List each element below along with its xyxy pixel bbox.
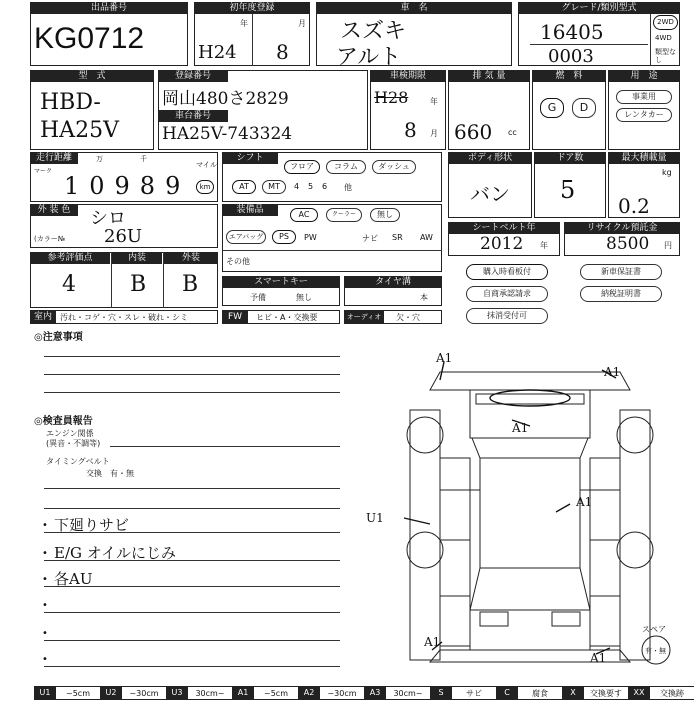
inspection-month-unit: 月 <box>430 129 438 138</box>
mileage-unit-man: 万 <box>96 155 103 163</box>
displacement-value: 660 <box>454 120 493 144</box>
inspector-exchange: 交換 有・無 <box>86 469 134 478</box>
evaluation-label: 参考評価点 <box>30 252 110 264</box>
first-reg-label: 初年度登録 <box>194 2 310 14</box>
interior-notes-text: 汚れ・コゲ・穴・スレ・破れ・シミ <box>60 313 188 322</box>
car-model: アルト <box>336 45 402 70</box>
legend-code-8: X <box>562 686 584 700</box>
doc-tax: 納税証明書 <box>580 286 662 302</box>
ornament-label: オーディオ <box>344 311 384 323</box>
shift-floor: フロア <box>284 160 320 174</box>
legend-code-6: S <box>430 686 452 700</box>
legend-code-3: A1 <box>232 686 254 700</box>
shift-dash: ダッシュ <box>372 160 416 174</box>
legend-desc-7: 腐食 <box>518 686 562 700</box>
capacity-label: 最大積載量 <box>608 152 680 164</box>
displacement-label: 排 気 量 <box>448 70 530 82</box>
diagram-mark-4: A1 <box>576 495 593 509</box>
legend-desc-9: 交換跡 <box>650 686 694 700</box>
chassis-label: 車台番号 <box>158 110 228 122</box>
interior-label: 内装 <box>112 252 162 264</box>
shift-label: シフト <box>222 152 278 164</box>
evaluation-score: 4 <box>62 272 76 297</box>
exterior-label: 外装 <box>164 252 218 264</box>
shift-gear-5: 5 <box>308 182 314 191</box>
car-maker: スズキ <box>340 19 407 44</box>
doors-label: ドア数 <box>534 152 606 164</box>
fuel-label: 燃 料 <box>532 70 606 82</box>
grade-none: 類型なし <box>655 48 676 64</box>
grade-label: グレード/類別型式 <box>518 2 680 14</box>
legend-code-5: A3 <box>364 686 386 700</box>
fuel-d: D <box>572 98 596 118</box>
inspector-timing: タイミングベルト <box>46 457 110 466</box>
lot-label: 出品番号 <box>30 2 188 14</box>
grade-4wd: 4WD <box>655 34 672 42</box>
legend-desc-6: サビ <box>452 686 496 700</box>
grade-2wd: 2WD <box>653 15 678 30</box>
inspector-remark-1: 下廻りサビ <box>54 516 130 534</box>
inspection-era: H28 <box>374 88 409 107</box>
seatbelt-label: シートベルト年 <box>448 222 560 234</box>
mileage-unit-mile: マイル <box>196 161 217 169</box>
color-value: シロ <box>90 208 126 229</box>
first-reg-year-unit: 年 <box>240 19 248 28</box>
first-reg-month-unit: 月 <box>298 19 306 28</box>
equipment-airbag: エアバッグ <box>226 230 266 244</box>
legend-desc-4: ~30cm <box>320 686 364 700</box>
shift-mt: MT <box>262 180 286 194</box>
diagram-mark-6: A1 <box>424 635 441 649</box>
equipment-aw: AW <box>420 233 433 242</box>
usage-label: 用 途 <box>608 70 680 82</box>
equipment-label: 装備品 <box>222 204 278 216</box>
diagram-spare-mark: 有・無 <box>645 647 666 655</box>
legend-desc-2: 30cm~ <box>188 686 232 700</box>
doors-value: 5 <box>560 176 576 204</box>
legend-desc-3: ~5cm <box>254 686 298 700</box>
body-type-value: バン <box>470 182 510 206</box>
fw-label: FW <box>222 311 248 323</box>
mileage-value: 10989 <box>64 172 191 200</box>
equipment-other: その他 <box>226 257 250 266</box>
legend-code-2: U3 <box>166 686 188 700</box>
diagram-mark-3: A1 <box>512 421 529 435</box>
grade-value1: 16405 <box>540 20 604 44</box>
equipment-cooler: クーラー <box>326 208 362 222</box>
seatbelt-unit: 年 <box>540 241 548 250</box>
recycle-unit: 円 <box>664 241 672 250</box>
diagram-spare-label: スペア <box>642 625 666 634</box>
doc-purchase: 購入時看板付 <box>466 264 548 280</box>
mileage-marker: マーク <box>34 168 53 175</box>
ornament-text: 欠・穴 <box>396 313 420 322</box>
keys-none: 無し <box>296 293 312 302</box>
exterior-score: B <box>182 272 199 297</box>
legend-code-4: A2 <box>298 686 320 700</box>
shift-gear-6: 6 <box>322 182 328 191</box>
equipment-ps: PS <box>272 230 296 244</box>
legend-desc-1: ~30cm <box>122 686 166 700</box>
grade-value2: 0003 <box>548 46 594 67</box>
equipment-ac: AC <box>290 208 318 222</box>
legend-code-0: U1 <box>34 686 56 700</box>
inspector-engine-sub: (異音・不調等) <box>46 439 101 448</box>
shift-at: AT <box>232 180 256 194</box>
mileage-label: 走行距離 <box>30 152 78 164</box>
mileage-unit-sen: 千 <box>140 155 147 163</box>
keys-label: スマートキー <box>222 276 340 288</box>
color-code-label: (カラー№ <box>34 235 66 243</box>
car-name-label: 車 名 <box>316 2 512 14</box>
seatbelt-value: 2012 <box>480 234 524 254</box>
fuel-g: G <box>540 98 564 118</box>
registration-label: 登録番号 <box>158 70 228 82</box>
inspection-year-unit: 年 <box>430 97 438 106</box>
diagram-mark-7: A1 <box>590 651 607 665</box>
displacement-unit: cc <box>508 128 517 137</box>
equipment-sr: SR <box>392 233 403 242</box>
inspector-remark-2: E/G オイルにじみ <box>54 544 177 562</box>
notes-label: ◎注意事項 <box>34 332 83 343</box>
inspector-label: ◎検査員報告 <box>34 416 93 427</box>
body-type-label: ボディ形状 <box>448 152 532 164</box>
legend-code-7: C <box>496 686 518 700</box>
equipment-none: 無し <box>370 208 400 222</box>
tire-unit: 本 <box>420 293 428 302</box>
shift-gear-4: 4 <box>294 182 300 191</box>
car-damage-diagram <box>366 350 680 684</box>
keys-spare: 予備 <box>250 293 266 302</box>
color-label: 外 装 色 <box>30 204 78 216</box>
inspector-engine: エンジン関係 <box>46 429 94 438</box>
diagram-mark-5: U1 <box>366 511 384 525</box>
capacity-unit: kg <box>662 168 672 177</box>
model-type-line2: HA25V <box>40 118 119 143</box>
equipment-navi: ナビ <box>362 234 378 243</box>
mileage-unit-km: km <box>196 180 214 194</box>
doc-cancel: 抹消受付可 <box>466 308 548 324</box>
inspection-label: 車検期限 <box>370 70 446 82</box>
shift-column: コラム <box>326 160 366 174</box>
first-reg-month: 8 <box>276 40 289 64</box>
inspector-remark-3: 各AU <box>54 570 93 588</box>
shift-other: 他 <box>344 183 352 192</box>
equipment-pw: PW <box>304 233 317 242</box>
interior-score: B <box>130 272 147 297</box>
registration-value: 岡山480さ2829 <box>162 89 289 109</box>
lot-number: KG0712 <box>34 22 145 55</box>
color-code: 26U <box>104 226 143 247</box>
legend-desc-8: 交換要す <box>584 686 628 700</box>
recycle-value: 8500 <box>606 234 650 254</box>
chassis-value: HA25V-743324 <box>162 124 293 144</box>
legend-desc-5: 30cm~ <box>386 686 430 700</box>
diagram-mark-1: A1 <box>436 351 453 365</box>
usage-opt2: レンタカー <box>616 108 672 122</box>
fw-text: ヒビ・A・交換要 <box>256 313 318 322</box>
first-reg-era: H24 <box>198 42 237 63</box>
legend-code-1: U2 <box>100 686 122 700</box>
tire-label: タイヤ溝 <box>344 276 442 288</box>
doc-warranty: 新車保証書 <box>580 264 662 280</box>
doc-approval: 自商承認請求 <box>466 286 548 302</box>
legend-desc-0: ~5cm <box>56 686 100 700</box>
capacity-value: 0.2 <box>618 194 650 218</box>
model-type-line1: HBD- <box>40 90 101 115</box>
diagram-mark-2: A1 <box>604 365 621 379</box>
legend-code-9: XX <box>628 686 650 700</box>
interior-notes-label: 室内 <box>30 311 56 323</box>
model-type-label: 型 式 <box>30 70 154 82</box>
inspection-month: 8 <box>404 118 417 142</box>
usage-opt1: 事業用 <box>616 90 672 104</box>
recycle-label: リサイクル預託金 <box>564 222 680 234</box>
